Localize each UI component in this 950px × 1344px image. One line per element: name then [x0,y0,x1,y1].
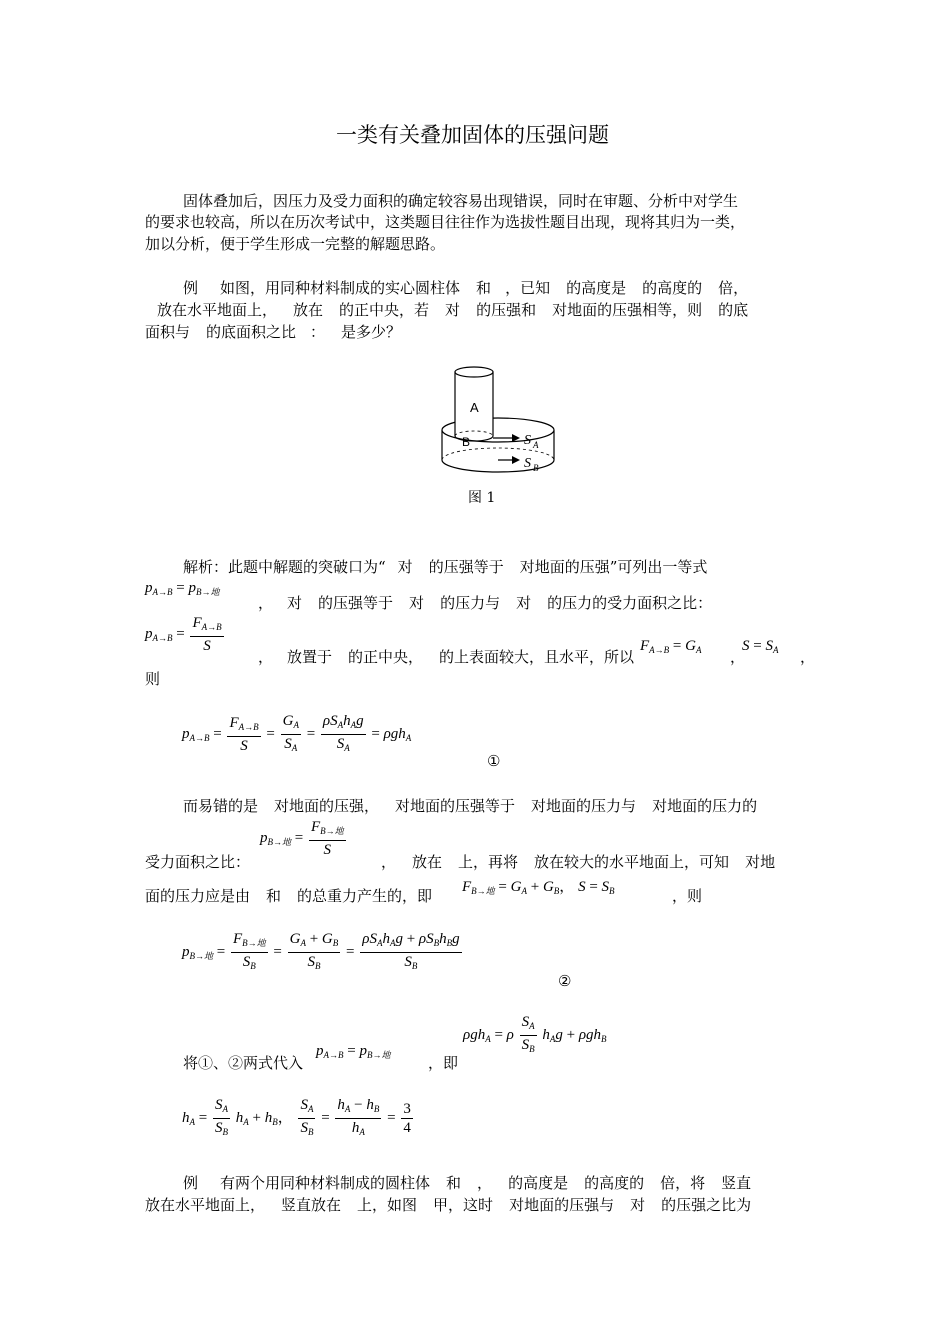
analysis-p2-line-2-b: ， 放在 上，再将 放在较大的水平地面上，可知 对地 [381,853,776,871]
label-sa: S [524,433,531,448]
analysis-p2-line-3-end: ，则 [672,887,703,905]
eq-pressure-equal: $p_{A\to B} = p_{B\to 地}$ [145,580,220,597]
eq-fb-sum: $F_{B\to 地} = G_A + G_B$， $S = S_B$ [462,879,615,896]
eq-pb-def: $p_{B\to 地}$ = $\frac{F_{B\to 地}}{S}$ [260,819,344,858]
eq-substituted: ρgh$_A$ = ρ $\frac{S_A}{S_B}$ $h_Ag + \rho gh_B$ [463,1014,607,1054]
analysis-p2-line-2-a: 受力面积之比： [145,853,251,871]
ex2-line-1: 例 有两个用同种材料制成的圆柱体 和 ， 的高度是 的高度的 倍，将 竖直 [183,1174,752,1192]
equation-1: $p_{A\to B}$ = $\frac{F_{A\to B}}{S}$ = $\frac{G_A}{S_A}$ = $\frac{\rho S_Ah_Ag}{S_A}$ = ρgh$_A$ [182,713,412,754]
ex1-line-2: 放在水平地面上， 放在 的正中央，若 对 的压强和 对地面的压强相等，则 的底 [157,301,749,319]
label-a: A [470,400,479,415]
ex1-line-1: 例 如图，用同种材料制成的实心圆柱体 和 ，已知 的高度是 的高度的 倍， [183,279,749,297]
label-sb: S [524,456,531,471]
ex2-line-2: 放在水平地面上， 竖直放在 上，如图 甲，这时 对地面的压强与 对 的压强之比为 [145,1196,752,1214]
comma-2: ， [800,648,816,666]
eq-pa-def: $p_{A\to B}$ = $\frac{F_{A\to B}}{S}$ [145,615,222,654]
analysis-line-4: 则 [145,670,161,688]
page-title: 一类有关叠加固体的压强问题 [336,123,609,147]
analysis-line-3: ， 放置于 的正中央， 的上表面较大，且水平，所以 [258,648,635,666]
substitution-text-end: ，即 [428,1054,459,1072]
equation-1-number: ① [487,752,501,770]
eq-fa-equals-ga: $F_{A\to B} = G_A$ [640,638,702,655]
equation-2-number: ② [558,972,572,990]
intro-line-3: 加以分析，便于学生形成一完整的解题思路。 [145,235,446,253]
eq-result: $h_A$ = $\frac{S_A}{S_B}$ $h_A + h_B$， $\frac{S_A}{S_B}$ = $\frac{h_A - h_B}{h_A}$ = $\frac{3}{4}$ [182,1097,411,1137]
analysis-line-1: 解析：此题中解题的突破口为“ 对 的压强等于 对地面的压强”可列出一等式 [183,558,708,576]
substitution-text: 将①、②两式代入 [183,1054,304,1072]
eq-pa-equals-pb: $p_{A\to B} = p_{B\to 地}$ [316,1043,391,1060]
comma-1: ， [730,648,746,666]
figure-1-cylinders [436,364,556,482]
arrow-sb-head [512,456,520,464]
label-b: B [462,435,471,449]
analysis-p2-line-3: 面的压力应是由 和 的总重力产生的，即 [145,887,433,905]
ex1-line-3: 面积与 的底面积之比 ： 是多少？ [145,323,402,341]
analysis-p2-line-1: 而易错的是 对地面的压强， 对地面的压强等于 对地面的压力与 对地面的压力的 [183,797,758,815]
intro-line-1: 固体叠加后，因压力及受力面积的确定较容易出现错误，同时在审题、分析中对学生 [183,192,739,210]
eq-s-equals-sa: $S = S_A$ [742,638,779,655]
equation-2: $p_{B\to 地}$ = $\frac{F_{B\to 地}}{S_B}$ = $\frac{G_A + G_B}{S_B}$ = $\frac{\rho S_Ah_Ag + \rho S_Bh_Bg}{S_B}$ [182,931,460,971]
analysis-line-2: ， 对 的压强等于 对 的压力与 对 的压力的受力面积之比： [258,594,713,612]
label-sb-sub: B [533,463,539,473]
intro-line-2: 的要求也较高，所以在历次考试中，这类题目往往作为选拔性题目出现，现将其归为一类， [145,213,746,231]
cylinder-a-top [455,367,493,377]
label-sa-sub: A [533,440,539,450]
figure-1-caption: 图 1 [468,490,496,506]
